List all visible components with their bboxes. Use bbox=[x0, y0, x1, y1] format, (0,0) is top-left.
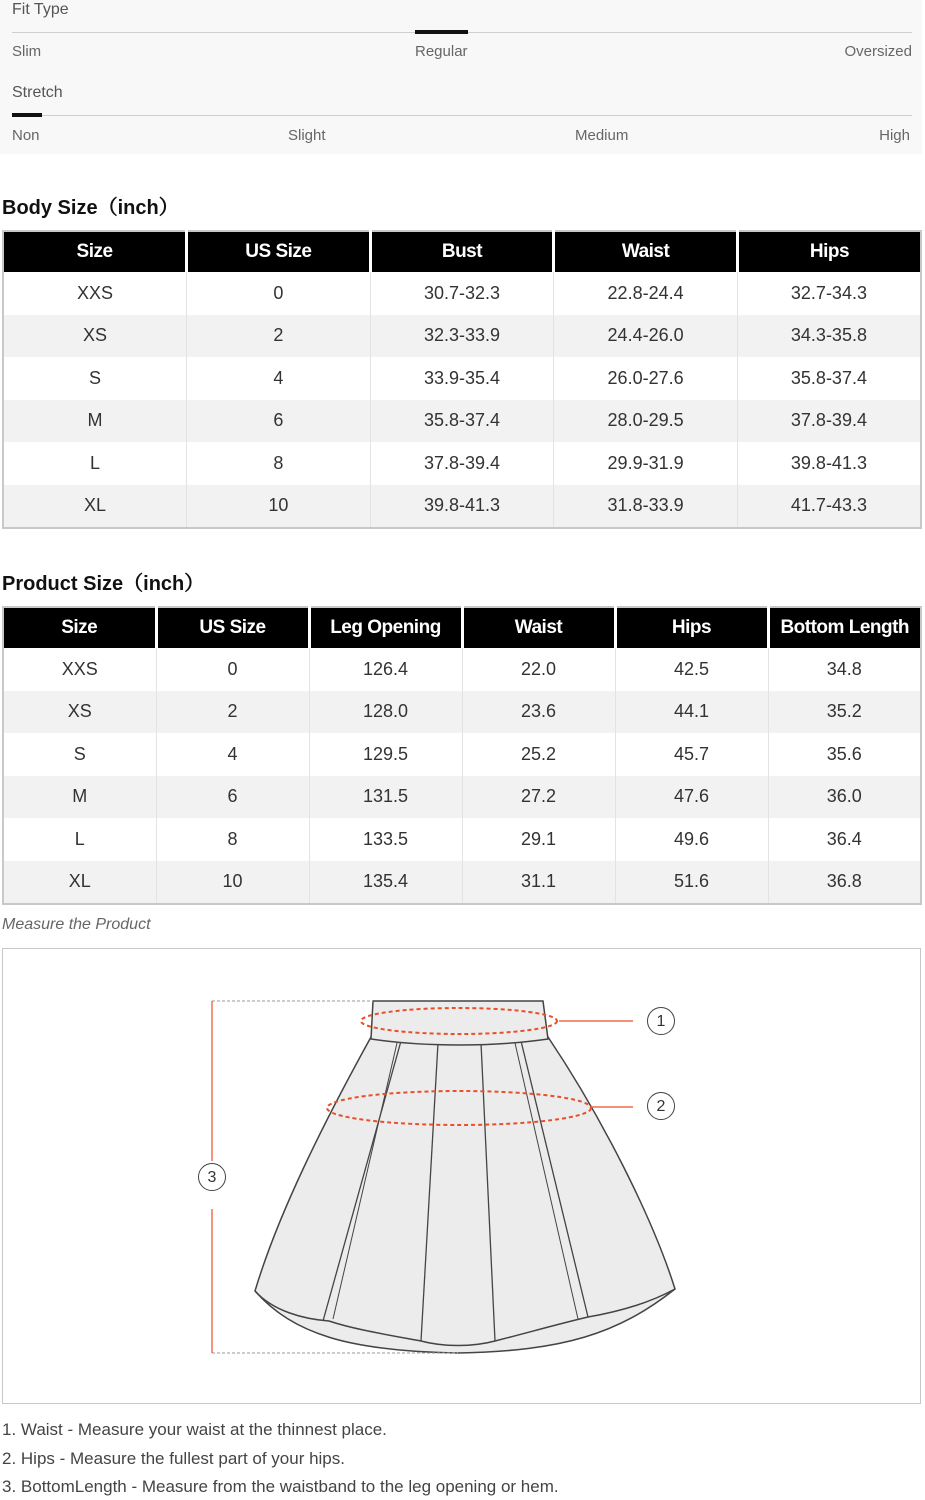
table-cell: 129.5 bbox=[309, 733, 462, 776]
header-cell: Leg Opening bbox=[309, 607, 462, 648]
fit-type-title: Fit Type bbox=[12, 1, 69, 18]
stretch-title: Stretch bbox=[12, 84, 63, 101]
table-row bbox=[3, 400, 921, 443]
stretch-marker bbox=[12, 113, 42, 117]
table-row bbox=[3, 691, 921, 734]
body-size-header-row bbox=[3, 231, 921, 272]
fit-label-regular: Regular bbox=[415, 43, 468, 60]
stretch-label-medium: Medium bbox=[575, 127, 629, 144]
table-cell: 8 bbox=[187, 442, 371, 485]
header-cell: Hips bbox=[737, 231, 921, 272]
marker-3: 3 bbox=[198, 1163, 226, 1191]
table-cell: XXS bbox=[77, 282, 114, 303]
table-cell: 51.6 bbox=[615, 861, 768, 905]
table-row bbox=[3, 315, 921, 358]
stretch-scale bbox=[12, 115, 912, 116]
table-cell: L bbox=[74, 828, 85, 849]
marker-2: 2 bbox=[647, 1092, 675, 1120]
table-cell: M bbox=[3, 400, 187, 443]
table-cell: 22.8-24.4 bbox=[554, 272, 738, 315]
table-cell: 39.8-41.3 bbox=[370, 485, 554, 529]
fit-label-oversized: Oversized bbox=[844, 43, 912, 60]
table-cell: 0 bbox=[187, 272, 371, 315]
stretch-label-non: Non bbox=[12, 127, 40, 144]
product-size-table bbox=[2, 606, 922, 905]
table-cell: 49.6 bbox=[615, 818, 768, 861]
header-cell: Size bbox=[3, 231, 187, 272]
table-cell: 29.1 bbox=[462, 818, 615, 861]
table-row bbox=[3, 733, 921, 776]
body-size-title bbox=[2, 191, 179, 220]
table-row bbox=[3, 357, 921, 400]
table-cell: 135.4 bbox=[309, 861, 462, 905]
product-size-unit: （inch） bbox=[123, 573, 205, 595]
table-row bbox=[3, 648, 921, 691]
table-cell: 133.5 bbox=[309, 818, 462, 861]
fit-label-slim: Slim bbox=[12, 43, 42, 60]
table-row bbox=[3, 861, 921, 905]
table-cell: 41.7-43.3 bbox=[737, 485, 921, 529]
table-cell: 23.6 bbox=[462, 691, 615, 734]
table-cell: 31.1 bbox=[462, 861, 615, 905]
table-cell: XL bbox=[3, 485, 187, 529]
table-cell: 4 bbox=[187, 357, 371, 400]
table-cell: 42.5 bbox=[615, 648, 768, 691]
table-cell: 39.8-41.3 bbox=[737, 442, 921, 485]
table-cell: 128.0 bbox=[309, 691, 462, 734]
table-cell: 4 bbox=[156, 733, 309, 776]
table-cell: 6 bbox=[156, 776, 309, 819]
measure-caption: Measure the Product bbox=[2, 916, 151, 933]
table-cell: 37.8-39.4 bbox=[737, 400, 921, 443]
header-cell: Bottom Length bbox=[768, 607, 921, 648]
note-bottom-length: 3. BottomLength - Measure from the waistband to the leg opening or hem. bbox=[2, 1477, 559, 1496]
table-cell: 35.8-37.4 bbox=[737, 357, 921, 400]
measure-diagram bbox=[2, 948, 921, 1404]
table-cell: XXS bbox=[61, 658, 98, 679]
header-cell: Waist bbox=[554, 231, 738, 272]
table-cell: 34.8 bbox=[768, 648, 921, 691]
table-cell: 35.2 bbox=[768, 691, 921, 734]
table-row bbox=[3, 818, 921, 861]
table-cell: 32.7-34.3 bbox=[737, 272, 921, 315]
product-size-title-text: Product Size bbox=[2, 573, 124, 595]
body-size-unit: （inch） bbox=[97, 197, 179, 219]
table-cell: M bbox=[3, 776, 156, 819]
table-cell: 6 bbox=[187, 400, 371, 443]
table-cell: 34.3-35.8 bbox=[737, 315, 921, 358]
fit-type-marker bbox=[415, 30, 468, 34]
table-cell: 31.8-33.9 bbox=[554, 485, 738, 529]
table-cell: 131.5 bbox=[309, 776, 462, 819]
note-waist: 1. Waist - Measure your waist at the thinnest place. bbox=[2, 1420, 387, 1439]
table-cell: 10 bbox=[156, 861, 309, 905]
table-cell: XL bbox=[3, 861, 156, 905]
table-cell: 32.3-33.9 bbox=[370, 315, 554, 358]
table-row bbox=[3, 776, 921, 819]
table-cell: 47.6 bbox=[615, 776, 768, 819]
table-cell: S bbox=[89, 367, 102, 388]
header-cell: Hips bbox=[615, 607, 768, 648]
table-cell: XS bbox=[3, 315, 187, 358]
marker-1: 1 bbox=[647, 1007, 675, 1035]
product-size-header-row bbox=[3, 607, 921, 648]
table-cell: 8 bbox=[156, 818, 309, 861]
table-cell: 33.9-35.4 bbox=[370, 357, 554, 400]
product-size-title bbox=[2, 567, 204, 596]
table-cell: 45.7 bbox=[615, 733, 768, 776]
table-cell: 2 bbox=[187, 315, 371, 358]
table-cell: 25.2 bbox=[462, 733, 615, 776]
table-cell: 0 bbox=[156, 648, 309, 691]
table-cell: 27.2 bbox=[462, 776, 615, 819]
note-hips: 2. Hips - Measure the fullest part of your hips. bbox=[2, 1449, 345, 1468]
table-cell: 22.0 bbox=[462, 648, 615, 691]
stretch-label-high: High bbox=[879, 127, 910, 144]
table-row bbox=[3, 485, 921, 529]
skirt-illustration bbox=[3, 949, 920, 1403]
table-cell: 36.0 bbox=[768, 776, 921, 819]
header-cell: Waist bbox=[462, 607, 615, 648]
table-cell: 29.9-31.9 bbox=[554, 442, 738, 485]
header-cell: Size bbox=[3, 607, 156, 648]
body-size-title-text: Body Size bbox=[2, 197, 98, 219]
table-cell: XS bbox=[3, 691, 156, 734]
skirt-body-shape bbox=[255, 1037, 675, 1353]
table-row bbox=[3, 272, 921, 315]
header-cell: Bust bbox=[370, 231, 554, 272]
stretch-label-slight: Slight bbox=[288, 127, 326, 144]
table-cell: 126.4 bbox=[309, 648, 462, 691]
table-cell: 35.8-37.4 bbox=[370, 400, 554, 443]
table-cell: 10 bbox=[187, 485, 371, 529]
table-cell: L bbox=[90, 452, 101, 473]
table-cell: 28.0-29.5 bbox=[554, 400, 738, 443]
table-cell: 36.4 bbox=[768, 818, 921, 861]
header-cell: US Size bbox=[187, 231, 371, 272]
body-size-table bbox=[2, 230, 922, 529]
table-cell: 35.6 bbox=[768, 733, 921, 776]
fit-panel bbox=[0, 0, 922, 154]
header-cell: US Size bbox=[156, 607, 309, 648]
table-cell: 36.8 bbox=[768, 861, 921, 905]
table-cell: 24.4-26.0 bbox=[554, 315, 738, 358]
table-cell: 26.0-27.6 bbox=[554, 357, 738, 400]
table-cell: 30.7-32.3 bbox=[370, 272, 554, 315]
table-cell: 44.1 bbox=[615, 691, 768, 734]
table-cell: S bbox=[73, 743, 86, 764]
table-cell: 2 bbox=[156, 691, 309, 734]
table-row bbox=[3, 442, 921, 485]
table-cell: 37.8-39.4 bbox=[370, 442, 554, 485]
